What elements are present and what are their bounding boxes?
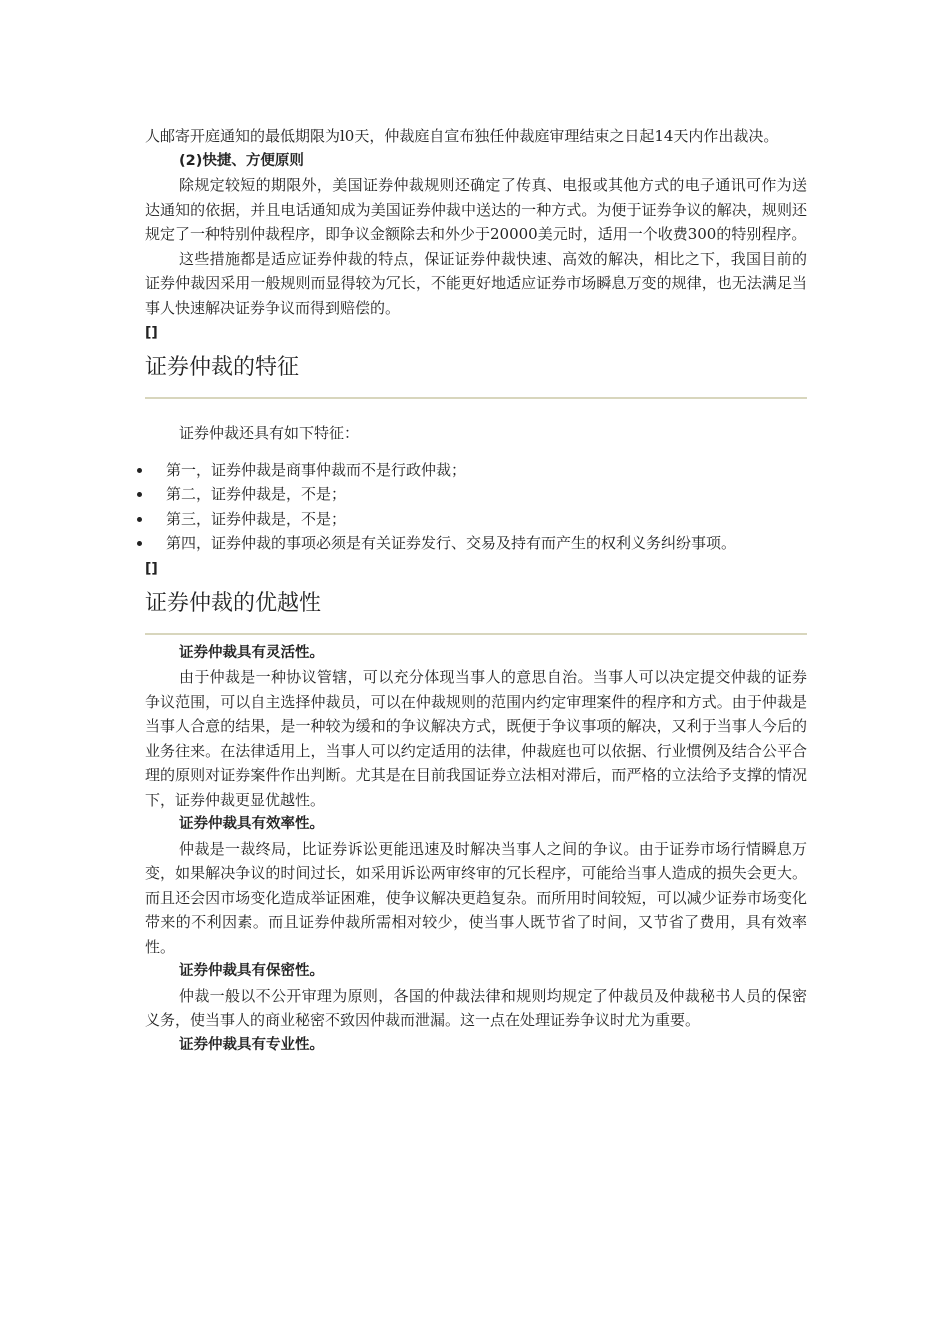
- list-item: 第二，证券仲裁是，不是；: [142, 482, 807, 507]
- advantage-text-efficiency: 仲裁是一裁终局，比证券诉讼更能迅速及时解决当事人之间的争议。由于证券市场行情瞬息万变，如果解决争议的时间过长，如采用诉讼两审终审的冗长程序，可能给当事人造成的损失会更大。而且还会因市场变化造成举证困难，使争议解决更趋复杂。而所用时间较短，可以减少证券市场变化带来的不利因素。而且证券仲裁所需相对较少，使当事人既节省了时间，又节省了费用，具有效率性。: [145, 839, 807, 956]
- list-item: 第一，证券仲裁是商事仲裁而不是行政仲裁；: [142, 458, 807, 483]
- list-item: 第三，证券仲裁是，不是；: [142, 507, 807, 532]
- features-intro: 证券仲裁还具有如下特征：: [179, 424, 360, 442]
- advantage-heading-professionalism: 证券仲裁具有专业性。: [179, 1036, 324, 1053]
- principle-paragraph: 除规定较短的期限外，美国证券仲裁规则还确定了传真、电报或其他方式的电子通讯可作为送达通知的依据，并且电话通知成为美国证券仲裁中送达的一种方式。为便于证券争议的解决，规则还规定了一种特别仲裁程序，即争议金额除去和外少于20000美元时，适用一个收费300的特别程序。: [145, 176, 807, 243]
- section-title-features: 证券仲裁的特征: [145, 353, 807, 399]
- advantage-text-flexibility: 由于仲裁是一种协议管辖，可以充分体现当事人的意思自治。当事人可以决定提交仲裁的证券争议范围，可以自主选择仲裁员，可以在仲裁规则的范围内约定审理案件的程序和方式。由于仲裁是当事人合意的结果，是一种较为缓和的争议解决方式，既便于争议事项的解决，又利于当事人今后的业务往来。在法律适用上，当事人可以约定适用的法律，仲裁庭也可以依据、行业惯例及结合公平合理的原则对证券案件作出判断。尤其是在目前我国证券立法相对滞后，而严格的立法给予支撑的情况下，证券仲裁更显优越性。: [145, 668, 807, 809]
- bullet-icon: [137, 468, 142, 473]
- bracket-marker: []: [145, 560, 158, 577]
- principle-heading: (2)快捷、方便原则: [179, 152, 304, 169]
- advantage-heading-flexibility: 证券仲裁具有灵活性。: [179, 644, 324, 661]
- intro-paragraph: 人邮寄开庭通知的最低期限为l0天，仲裁庭自宣布独任仲裁庭审理结束之日起14天内作出裁决。: [145, 127, 779, 145]
- features-list: [145, 458, 807, 556]
- section-title-advantages: 证券仲裁的优越性: [145, 589, 807, 635]
- document-page: [145, 124, 807, 1057]
- principle-paragraph: 这些措施都是适应证券仲裁的特点，保证证券仲裁快速、高效的解决，相比之下，我国目前的证券仲裁因采用一般规则而显得较为冗长，不能更好地适应证券市场瞬息万变的规律，也无法满足当事人快速解决证券争议而得到赔偿的。: [145, 249, 807, 317]
- bullet-icon: [137, 492, 142, 497]
- list-item: 第四，证券仲裁的事项必须是有关证券发行、交易及持有而产生的权利义务纠纷事项。: [142, 531, 807, 556]
- bracket-marker: []: [145, 325, 158, 341]
- bullet-icon: [137, 517, 142, 522]
- advantage-heading-confidentiality: 证券仲裁具有保密性。: [179, 963, 324, 979]
- advantage-text-confidentiality: 仲裁一般以不公开审理为原则，各国的仲裁法律和规则均规定了仲裁员及仲裁秘书人员的保密义务，使当事人的商业秘密不致因仲裁而泄漏。这一点在处理证券争议时尤为重要。: [145, 986, 807, 1029]
- advantage-heading-efficiency: 证券仲裁具有效率性。: [179, 816, 324, 832]
- bullet-icon: [137, 541, 142, 546]
